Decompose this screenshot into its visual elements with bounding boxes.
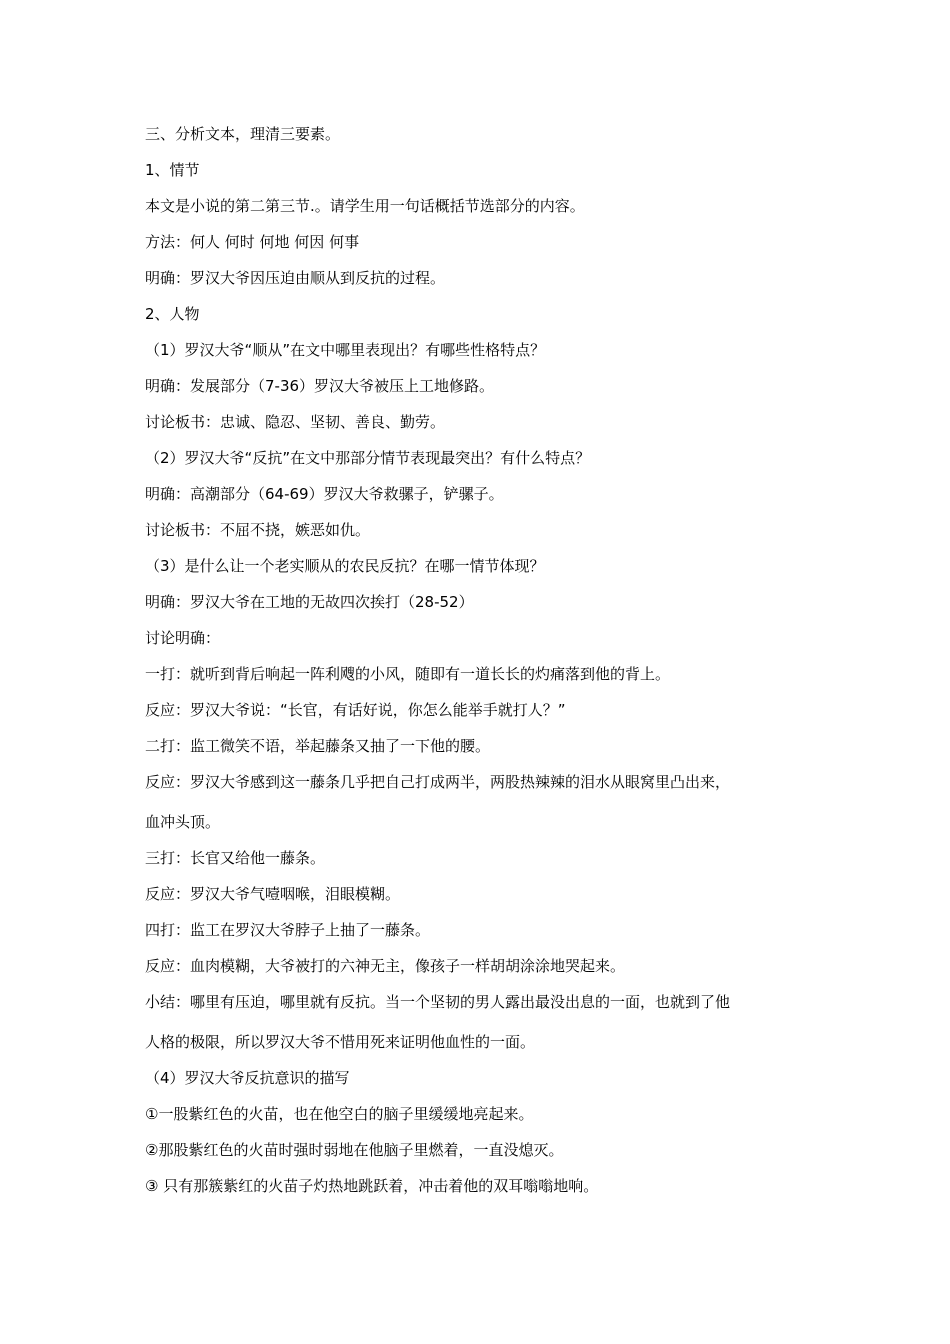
document-body (145, 124, 815, 1212)
paragraph: 讨论板书：忠诚、隐忍、坚韧、善良、勤劳。 (145, 413, 446, 431)
subheading-characters: 2、人物 (145, 305, 200, 323)
paragraph: 一打：就听到背后响起一阵利飕的小风，随即有一道长长的灼痛落到他的背上。 (145, 665, 671, 683)
paragraph: 反应：血肉模糊，大爷被打的六神无主，像孩子一样胡胡涂涂地哭起来。 (145, 957, 626, 975)
paragraph: 讨论板书：不屈不挠，嫉恶如仇。 (145, 521, 371, 539)
subheading-plot: 1、情节 (145, 161, 200, 179)
paragraph: 二打：监工微笑不语，举起藤条又抽了一下他的腰。 (145, 737, 491, 755)
paragraph: 反应：罗汉大爷气噎咽喉，泪眼模糊。 (145, 885, 401, 903)
paragraph-continuation: 血冲头顶。 (145, 813, 221, 831)
paragraph: 小结：哪里有压迫，哪里就有反抗。当一个坚韧的男人露出最没出息的一面，也就到了他 (145, 993, 731, 1011)
paragraph: 讨论明确： (145, 629, 221, 647)
list-item: ③ 只有那簇紫红的火苗子灼热地跳跃着，冲击着他的双耳嗡嗡地响。 (145, 1177, 599, 1195)
question: （2）罗汉大爷“反抗”在文中那部分情节表现最突出？有什么特点？ (145, 449, 591, 467)
list-item: ①一股紫红色的火苗，也在他空白的脑子里缓缓地亮起来。 (145, 1105, 534, 1123)
question: （1）罗汉大爷“顺从”在文中哪里表现出？有哪些性格特点？ (145, 341, 546, 359)
paragraph: 方法：何人 何时 何地 何因 何事 (145, 233, 360, 251)
paragraph: 反应：罗汉大爷说：“长官，有话好说，你怎么能举手就打人？” (145, 701, 566, 719)
question: （4）罗汉大爷反抗意识的描写 (145, 1069, 350, 1087)
paragraph-continuation: 人格的极限，所以罗汉大爷不惜用死来证明他血性的一面。 (145, 1033, 536, 1051)
paragraph: 明确：罗汉大爷因压迫由顺从到反抗的过程。 (145, 269, 446, 287)
paragraph: 本文是小说的第二第三节.。请学生用一句话概括节选部分的内容。 (145, 197, 585, 215)
list-item: ②那股紫红色的火苗时强时弱地在他脑子里燃着，一直没熄灭。 (145, 1141, 564, 1159)
paragraph: 四打：监工在罗汉大爷脖子上抽了一藤条。 (145, 921, 431, 939)
question: （3）是什么让一个老实顺从的农民反抗？在哪一情节体现？ (145, 557, 545, 575)
paragraph: 明确：罗汉大爷在工地的无故四次挨打（28-52） (145, 593, 474, 611)
paragraph: 明确：高潮部分（64-69）罗汉大爷救骡子，铲骡子。 (145, 485, 504, 503)
paragraph: 三打：长官又给他一藤条。 (145, 849, 326, 867)
section-heading: 三、分析文本，理清三要素。 (145, 125, 341, 143)
paragraph: 明确：发展部分（7-36）罗汉大爷被压上工地修路。 (145, 377, 495, 395)
paragraph: 反应：罗汉大爷感到这一藤条几乎把自己打成两半，两股热辣辣的泪水从眼窝里凸出来， (145, 773, 731, 791)
